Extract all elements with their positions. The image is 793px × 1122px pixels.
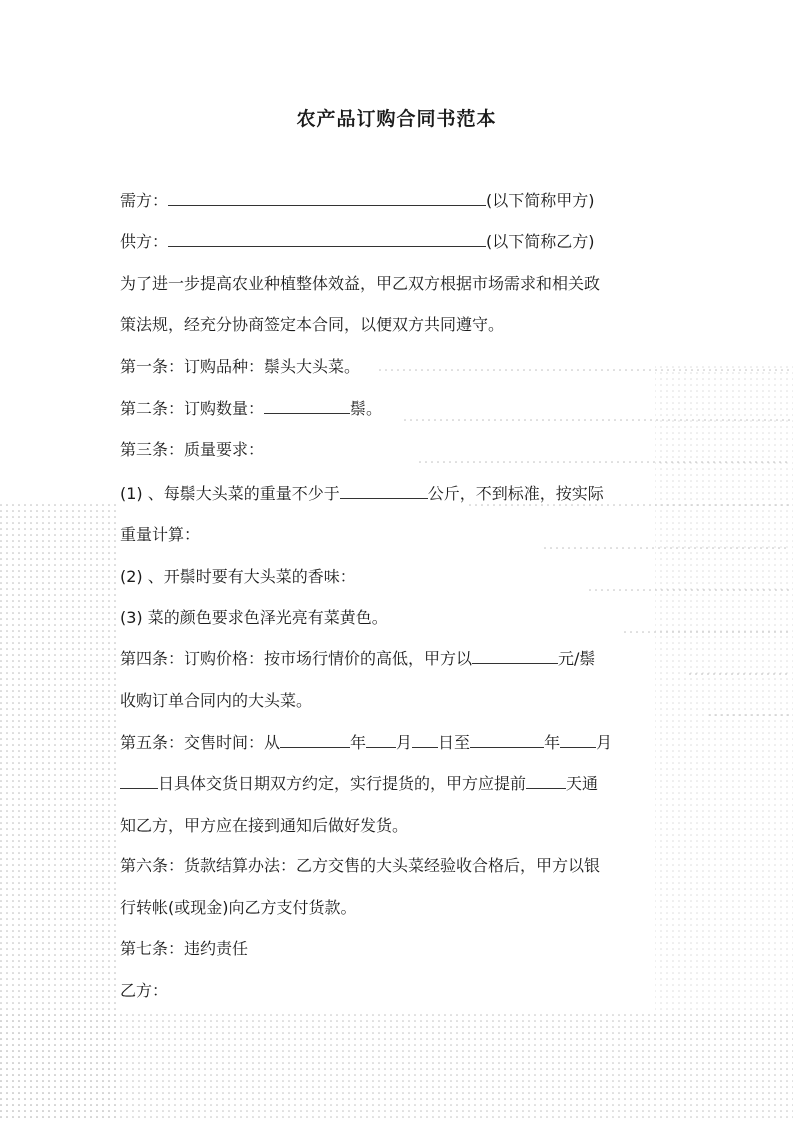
quantity-blank[interactable]: [264, 397, 350, 414]
end-day-blank[interactable]: [120, 772, 158, 789]
party-a-suffix: (以下简称甲方): [486, 191, 595, 210]
article-3-item-3: (3) 菜的颜色要求色泽光亮有菜黄色。: [120, 608, 388, 627]
article-4-prefix: 第四条：订购价格：按市场行情价的高低，甲方以: [120, 649, 473, 668]
article-2-prefix: 第二条：订购数量：: [120, 399, 265, 418]
price-blank[interactable]: [472, 647, 558, 664]
article-5-year-1: 年: [350, 733, 367, 752]
article-5-line-3: 知乙方，甲方应在接到通知后做好发货。: [120, 816, 409, 835]
party-b-blank[interactable]: [168, 230, 486, 247]
weight-blank[interactable]: [340, 482, 428, 499]
article-5-line-2: [120, 771, 598, 797]
article-2-suffix: 鬃。: [350, 399, 383, 418]
party-b-line: [120, 229, 595, 255]
party-a-label: 需方：: [120, 191, 169, 210]
party-a-line: [120, 188, 595, 214]
end-year-blank[interactable]: [470, 731, 544, 748]
party-a-blank[interactable]: [168, 189, 486, 206]
article-4: [120, 646, 595, 672]
start-day-blank[interactable]: [412, 731, 438, 748]
article-6-line-2: 行转帐(或现金)向乙方支付货款。: [120, 898, 357, 917]
article-1: 第一条：订购品种：鬃头大头菜。: [120, 357, 361, 376]
intro-line-1: 为了进一步提高农业种植整体效益，甲乙双方根据市场需求和相关政: [120, 274, 601, 293]
article-5-prefix: 第五条：交售时间：从: [120, 733, 281, 752]
article-5-year-2: 年: [544, 733, 561, 752]
intro-line-2: 策法规，经充分协商签定本合同，以便双方共同遵守。: [120, 315, 505, 334]
article-5-line-2-mid: 日具体交货日期双方约定，实行提货的，甲方应提前: [158, 774, 527, 793]
party-b-suffix: (以下简称乙方): [486, 232, 595, 251]
party-b-label: 供方：: [120, 232, 169, 251]
signature-party-b: 乙方：: [120, 981, 169, 1000]
article-3-item-2: (2) 、开鬃时要有大头菜的香味：: [120, 567, 356, 586]
article-3-heading: 第三条：质量要求：: [120, 440, 265, 459]
article-3-item-1-suffix: 公斤，不到标准，按实际: [427, 484, 604, 503]
document-title: 农产品订购合同书范本: [296, 108, 497, 130]
article-5: [120, 730, 612, 756]
end-month-blank[interactable]: [560, 731, 596, 748]
article-2: [120, 396, 382, 422]
article-5-month-1: 月: [396, 733, 413, 752]
notice-days-blank[interactable]: [526, 772, 566, 789]
article-3-item-1: [120, 481, 604, 507]
start-year-blank[interactable]: [280, 731, 350, 748]
article-5-month-2: 月: [596, 733, 613, 752]
article-4-suffix: 元/鬃: [558, 649, 596, 668]
start-month-blank[interactable]: [366, 731, 396, 748]
article-5-line-2-end: 天通: [566, 774, 599, 793]
article-7: 第七条：违约责任: [120, 939, 249, 958]
article-3-item-1-prefix: (1) 、每鬃大头菜的重量不少于: [120, 484, 340, 503]
article-4-line-2: 收购订单合同内的大头菜。: [120, 691, 313, 710]
article-6-line-1: 第六条：货款结算办法：乙方交售的大头菜经验收合格后，甲方以银: [120, 856, 601, 875]
article-5-day-to: 日至: [438, 733, 471, 752]
article-3-item-1-line-2: 重量计算：: [120, 525, 201, 544]
